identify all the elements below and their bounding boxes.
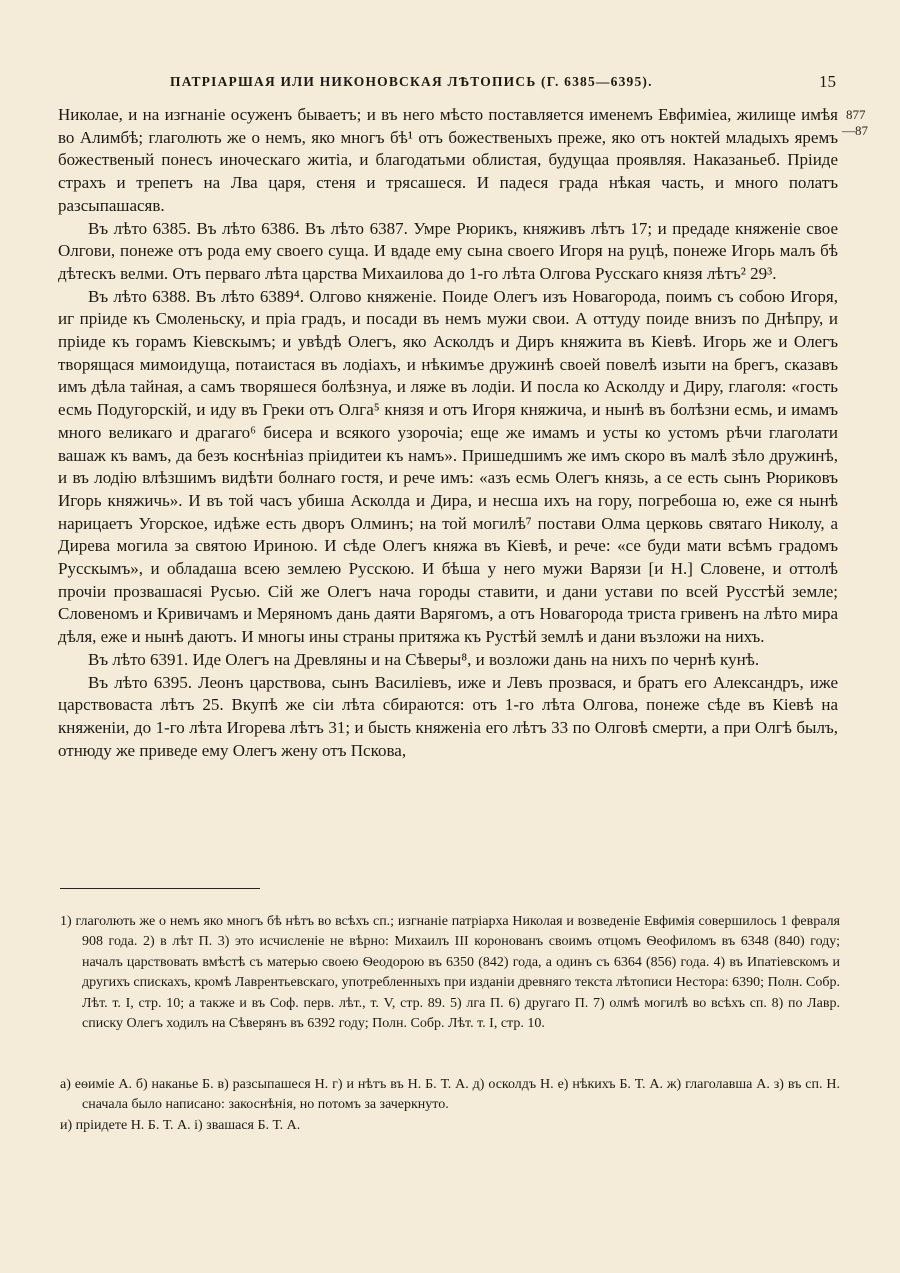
paragraph: Въ лѣто 6395. Леонъ царствова, сынъ Василіевъ, иже и Левъ прозвася, и братъ его Александръ, иже царствоваста лѣтъ 25. Вкупѣ же сіи лѣта сбираются: отъ 1-го лѣта Олгова, понеже сѣде въ Кіевѣ на княженіи, до 1-го лѣта Игорева лѣтъ 31; и бысть княженіа его лѣтъ 33 по Олговѣ смерти, а при Олгѣ былъ, отнюду же приведе ему Олегъ жену отъ Пскова, (58, 672, 838, 760)
variant-readings (60, 1075, 840, 1136)
page-header (58, 72, 840, 96)
chronicle-text (58, 104, 838, 762)
paragraph: Николае, и на изгнаніе осуженъ бываетъ; и въ него мѣсто поставляется именемъ Евфиміеа, жилище имѣя во Алимбѣ; глаголють же о немъ, яко многъ бѣ¹ отъ божественыхъ преже, яко отъ ноктей младыхъ яремъ божественый понесъ иноческаго житіа, и благодатьми облистая, будущаа проявляя. Наказаньеб. Пріиде страхъ и трепетъ на Лва царя, стеня и трясашеся. И падеся града нѣкая часть, и много полатъ разсыпашасяв. (58, 105, 838, 215)
margin-note-year-range: —87 (842, 123, 868, 138)
variant-reading: и) пріидете Н. Б. Т. А. і) звашася Б. Т. А. (60, 1117, 301, 1133)
paragraph: Въ лѣто 6388. Въ лѣто 6389⁴. Олгово княженіе. Поиде Олегъ изъ Новагорода, поимъ съ собою Игоря, иг пріиде къ Смоленьску, и пріа градъ, и посади въ немъ мужи свои. А оттуду поиде внизъ по Днѣпру, и пріиде къ горамъ Кіевскымъ; и увѣдѣ Олегъ, яко Асколдъ и Диръ княжита въ Кіевѣ. Игорь же и Олегъ творящася мимоидуща, потаистася въ лодіахъ, и нѣкимъе дружинѣ своей повелѣ изыти на брегъ, сказавъ имъ дѣла тайная, а самъ творяшеся болѣзнуа, и ляже въ лодіи. И посла ко Асколду и Диру, глаголя: «гость есмь Подугорскій, и иду въ Греки отъ Олга⁵ князя и отъ Игоря княжича, и нынѣ въ болѣзни есмь, и имамъ много великаго и драгаго⁶ бисера и всякого узорочіа; еще же имамъ и усты ко устомъ рѣчи глаголати вашаж къ вамъ, да безъ коснѣніаз пріидитеи къ намъ». Пришедшимъ же имъ скоро въ малѣ зѣло дружинѣ, и въ лодію влѣзшимъ видѣти болнаго гостя, и рече имъ: «азъ есмь Олегъ князь, а се есть сынъ Рюриковъ Игорь княжичь». И въ той часъ убиша Асколда и Дира, и несша ихъ на гору, погребоша ю, еже ся нынѣ нарицаетъ Угорское, идѣже есть дворъ Олминъ; на той могилѣ⁷ постави Олма церковь святаго Николу, а Дирева могила за святою Ириною. И сѣде Олегъ княжа въ Кіевѣ, и рече: «се буди мати всѣмъ градомъ Русскымъ», и обладаша всею землею Русскою. И бѣша у него мужи Варязи [и Н.] Словене, и оттолѣ прочіи прозвашасяі Русью. Сій же Олегъ нача городы ставити, и дани устави по всей Русстѣй земле; Словеномъ и Кривичамъ и Меряномъ дань даяти Варягомъ, а отъ Новагорода триста гривенъ на лѣто мира дѣля, еже и нынѣ даютъ. И многы ины страны притяжа къ Рустѣй землѣ и дани възложи на нихъ. (58, 286, 838, 647)
running-title: ПАТРІАРШАЯ ИЛИ НИКОНОВСКАЯ ЛѢТОПИСЬ (Г. 6385—6395). (170, 74, 653, 89)
paragraph: Въ лѣто 6391. Иде Олегъ на Древляны и на Сѣверы⁸, и возложи дань на нихъ по чернѣ кунѣ. (88, 649, 760, 669)
footnote-text: 1) глаголють же о немъ яко многъ бѣ нѣтъ во всѣхъ сп.; изгнаніе патріарха Николая и возведеніе Евфимія совершилось 1 февраля 908 года. 2) в лѣт П. 3) это исчисленіе не вѣрно: Михаилъ III коронованъ своимъ отцомъ Ѳеофиломъ въ 6348 (840) году; началъ царствовать вмѣстѣ съ матерью своею Ѳеодорою въ 6350 (842) года, а одинъ съ 6364 (856) года. 4) въ Ипатіевскомъ и другихъ спискахъ, кромѣ Лаврентьевскаго, употребленныхъ при изданіи древняго текста лѣтописи Нестора: 6390; Полн. Собр. Лѣт. т. I, стр. 10; а также и въ Соф. перв. лѣт., т. V, стр. 89. 5) лга П. 6) другаго П. 7) олмѣ могилѣ во всѣхъ сп. 8) по Лавр. списку Олегъ ходилъ на Сѣверянъ въ 6392 году; Полн. Собр. Лѣт. т. I, стр. 10. (60, 914, 840, 1032)
variant-reading: а) еѳиміе А. б) наканье Б. в) разсыпашеся Н. г) и нѣтъ въ Н. Б. Т. А. д) осколдъ Н. е) нѣкихъ Б. Т. А. ж) глаголавша А. з) въ сп. Н. сначала было написано: закоснѣнія, но потомъ за зачеркнуто. (60, 1077, 840, 1113)
page-number: 15 (819, 72, 836, 91)
footnotes (60, 912, 840, 1034)
footnote-divider (60, 888, 260, 889)
paragraph: Въ лѣто 6385. Въ лѣто 6386. Въ лѣто 6387. Умре Рюрикъ, княживъ лѣтъ 17; и предаде княженіе свое Олгови, понеже отъ рода ему своего суща. И вдаде ему сына своего Игоря на руцѣ, понеже Игорь малъ бѣ дѣтескъ велми. Отъ перваго лѣта царства Михаилова до 1-го лѣта Олгова Русскаго князя лѣтъ² 29³. (58, 218, 838, 283)
margin-note-year: 877 (846, 107, 866, 122)
